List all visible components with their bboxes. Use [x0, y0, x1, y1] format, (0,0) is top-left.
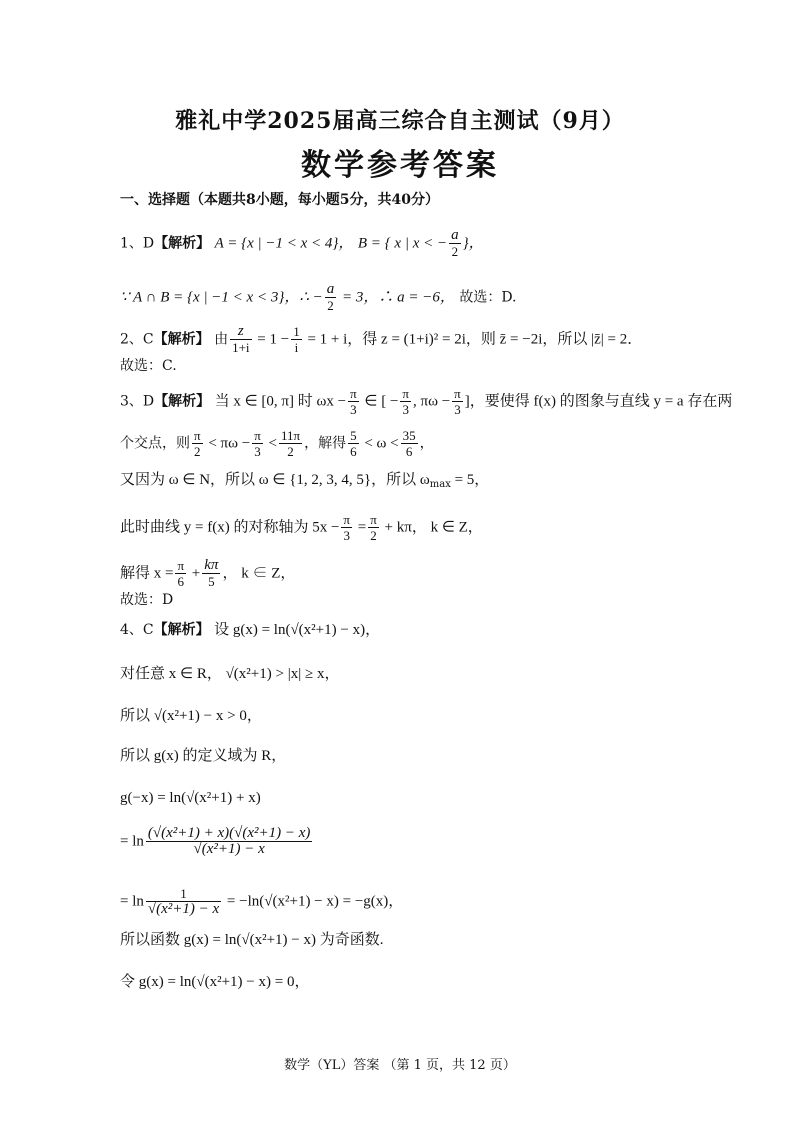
- q3-l4-a: 此时曲线 y = f(x) 的对称轴为 5x −: [120, 519, 340, 536]
- q3-l2-a: 个交点，则: [120, 435, 190, 452]
- q1-tag: 【解析】: [154, 235, 211, 252]
- q4-line1: [120, 620, 740, 640]
- q3-l2-frac5: $\frac{35}{6}$: [402, 428, 416, 459]
- q3-l2-c: <: [264, 435, 277, 452]
- q3-l2-frac2: $\frac{\pi}{3}$: [254, 428, 261, 459]
- q2-frac1: $\frac{z}{1+i}$: [232, 323, 250, 355]
- q2-line1: [120, 324, 740, 355]
- q3-l4-b: =: [353, 519, 367, 536]
- q3-l5-c: ， k ∈ Z，: [222, 565, 296, 582]
- q4-l7-lead: = ln: [120, 893, 144, 910]
- q3-tag: 【解析】: [154, 393, 211, 410]
- q4-line4: 所以 g(x) 的定义域为 R，: [120, 748, 287, 764]
- q3-l5-b: +: [188, 565, 201, 582]
- q3-l2-frac3: $\frac{11\pi}{2}$: [281, 428, 301, 459]
- q4-line8: 所以函数 g(x) = ln(√(x²+1) − x) 为奇函数.: [120, 932, 384, 948]
- q3-l2-b: < πω −: [204, 435, 251, 452]
- q3-line5: [120, 558, 740, 589]
- q3-l2-frac4: $\frac{5}{6}$: [350, 428, 357, 459]
- q1-line2-frac: $\frac{a}{2}$: [326, 281, 335, 313]
- q4-line5: g(−x) = ln(√(x²+1) + x): [120, 790, 261, 806]
- q1-line2-mid: = 3，∴ a = −6，: [338, 289, 455, 306]
- q3-l5-a: 解得 x =: [120, 565, 174, 582]
- q3-l1-b: ∈ [ −: [360, 393, 399, 410]
- subject-title: 数学参考答案: [301, 148, 499, 183]
- q3-l2-e: < ω <: [360, 435, 399, 452]
- q2-text-b: = 1 −: [253, 331, 290, 348]
- q4-line9: 令 g(x) = ln(√(x²+1) − x) = 0，: [120, 974, 310, 990]
- q4-l7-tail: = −ln(√(x²+1) − x) = −g(x)，: [223, 893, 404, 910]
- q3-conclusion: 故选：D: [120, 592, 174, 608]
- q3-prefix: 3、D: [120, 393, 155, 410]
- q3-l3-sub: max: [429, 479, 451, 490]
- q2-tag: 【解析】: [153, 331, 210, 348]
- q3-l3-a: 又因为 ω ∈ N，所以 ω ∈ {1, 2, 3, 4, 5}，所以 ω: [120, 472, 430, 488]
- q3-l1-frac1: $\frac{\pi}{3}$: [350, 386, 357, 417]
- q1-set-b-tail: }，: [462, 235, 484, 252]
- q3-l2-frac1: $\frac{\pi}{2}$: [194, 428, 201, 459]
- q4-line6: [120, 826, 740, 857]
- page-footer: 数学（YL）答案 （第 1 页，共 12 页）: [284, 1058, 516, 1073]
- q4-l7-frac: $\frac{1}{\text{√(x²+1) − x}}$: [147, 886, 220, 917]
- q1-line1: [120, 228, 740, 259]
- q2-text-c: = 1 + i，得 z = (1+i)² = 2i，则 z̄ = −2i，所以 |z̄| = 2．: [303, 331, 643, 348]
- q2-conclusion: 故选：C.: [120, 358, 177, 374]
- q1-line2: [120, 282, 740, 313]
- q4-prefix: 4、C: [120, 622, 154, 638]
- q3-l1-a: 当 x ∈ [0, π] 时 ωx −: [214, 393, 347, 410]
- q4-l6-lead: = ln: [120, 833, 144, 850]
- q4-l6-frac: $\frac{\text{(√(x²+1) + x)(√(x²+1) − x)}}{\text{√(x²+1) − x}}$: [147, 825, 311, 857]
- q2-prefix: 2、C: [120, 331, 154, 348]
- q3-l1-frac2: $\frac{\pi}{3}$: [402, 386, 409, 417]
- q3-l4-frac1: $\frac{\pi}{3}$: [343, 512, 350, 543]
- q3-l4-c: + kπ， k ∈ Z，: [380, 519, 483, 536]
- q3-l1-d: ]，要使得 f(x) 的图象与直线 y = a 存在两: [464, 393, 733, 410]
- q3-line4: [120, 512, 740, 543]
- q4-line2: 对任意 x ∈ R， √(x²+1) > |x| ≥ x，: [120, 666, 340, 682]
- q3-l1-c: , πω −: [413, 393, 451, 410]
- q3-line1: [120, 386, 740, 417]
- q2-frac2: $\frac{1}{i}$: [293, 324, 300, 355]
- q3-l2-f: ，: [419, 435, 434, 452]
- q1-set-a: A = {x | −1 < x < 4}，: [214, 235, 354, 252]
- school-title: 雅礼中学2025届高三综合自主测试（9月）: [175, 108, 625, 134]
- q1-conclusion: 故选：D.: [459, 289, 517, 306]
- q3-l4-frac2: $\frac{\pi}{2}$: [370, 512, 377, 543]
- q3-l2-d: ，解得: [304, 435, 347, 452]
- q1-set-b-lead: B = { x | x < −: [357, 235, 448, 252]
- q3-l5-frac2: $\frac{k\pi}{5}$: [204, 557, 219, 589]
- q2-text-a: 由: [214, 331, 229, 348]
- q4-tag: 【解析】: [153, 622, 210, 638]
- q3-l3-b: = 5，: [450, 472, 490, 488]
- q4-l1: 设 g(x) = ln(√(x²+1) − x)，: [214, 622, 381, 638]
- q3-line3: [120, 470, 740, 495]
- q4-line7: [120, 886, 740, 917]
- q1-prefix: 1、D: [120, 235, 155, 252]
- q3-l1-frac3: $\frac{\pi}{3}$: [454, 386, 461, 417]
- q3-line2: [120, 428, 740, 459]
- q3-l5-frac1: $\frac{\pi}{6}$: [177, 558, 185, 589]
- q1-line2-lead: ∵ A ∩ B = {x | −1 < x < 3}，∴ −: [120, 289, 323, 306]
- section-heading: 一、选择题（本题共8小题，每小题5分，共40分）: [120, 192, 439, 208]
- q4-line3: 所以 √(x²+1) − x > 0，: [120, 708, 262, 724]
- q1-set-b-frac: $\frac{a}{2}$: [451, 227, 459, 259]
